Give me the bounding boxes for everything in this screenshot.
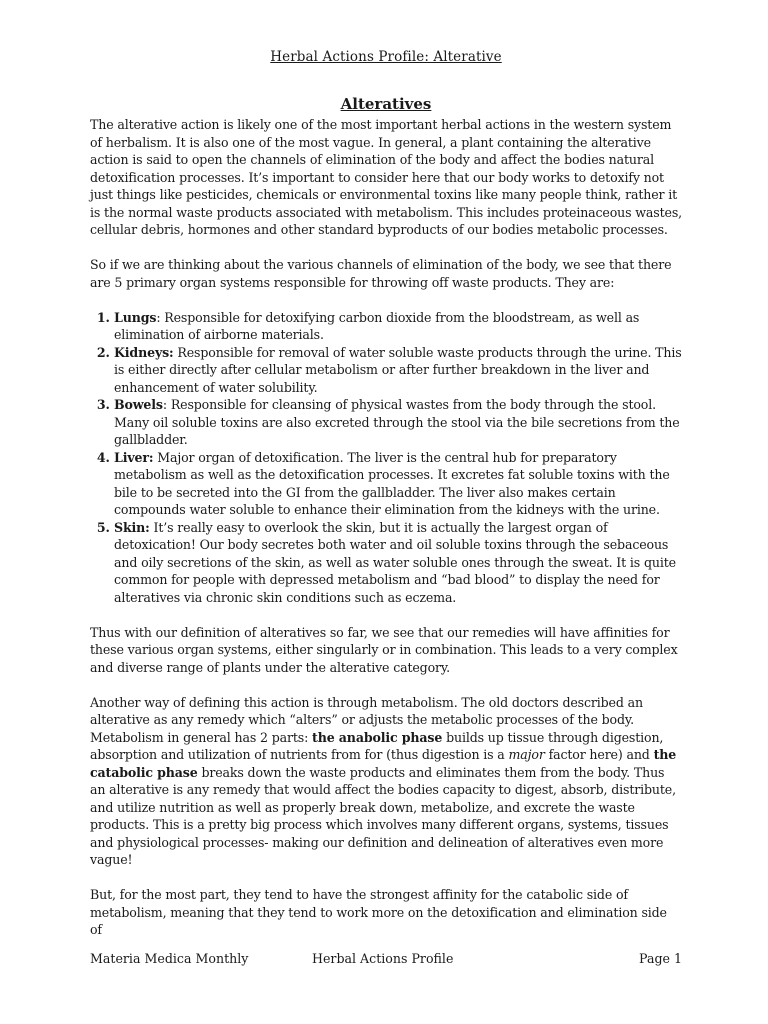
list-item-text: Responsible for removal of water soluble waste products through the urine. This is either directly after cellular metabolism or after further breakdown in the liver and enhancement of water solubility. bbox=[114, 344, 682, 395]
list-item-term: Skin: bbox=[114, 519, 150, 535]
footer-section: Herbal Actions Profile bbox=[312, 951, 454, 966]
text-run: builds up tissue through digestion, absorption and utilization of nutrients from for (thus digestion is a bbox=[90, 729, 664, 762]
text-run: Another way of defining this action is through metabolism. The old doctors described an alterative as any remedy which “alters” or adjusts the metabolic processes of the body. Metabolism in general has 2 parts: bbox=[90, 694, 643, 745]
paragraph-affinities: Thus with our definition of alteratives so far, we see that our remedies will have affinities for these various organ systems, either singularly or in combination. This leads to a very complex and diverse range of plants under the alterative category. bbox=[90, 624, 678, 675]
list-item-text: : Responsible for detoxifying carbon dioxide from the bloodstream, as well as elimination of airborne materials. bbox=[114, 309, 640, 342]
list-item bbox=[114, 309, 682, 344]
list-item bbox=[114, 449, 682, 519]
list-item-term: Kidneys: bbox=[114, 344, 174, 360]
emphasis-major: major bbox=[508, 747, 545, 762]
list-item-term: Lungs bbox=[114, 309, 157, 325]
organ-list bbox=[90, 309, 682, 607]
list-item-text: It’s really easy to overlook the skin, but it is actually the largest organ of detoxication! Our body secretes both water and oil soluble toxins through the sebaceous and oily secretions of the skin, as well as water soluble ones through the sweat. It is quite common for people with depressed metabolism and “bad blood” to display the need for alteratives via chronic skin conditions such as eczema. bbox=[114, 519, 676, 605]
text-run: factor here) and bbox=[544, 747, 654, 762]
footer-publication: Materia Medica Monthly bbox=[90, 951, 249, 966]
footer-page-number: Page 1 bbox=[639, 951, 682, 966]
document-page bbox=[90, 0, 682, 1024]
list-item-text: : Responsible for cleansing of physical wastes from the body through the stool. Many oil soluble toxins are also excreted through the stool via the bile secretions from the gallbladder. bbox=[114, 397, 680, 447]
document-body bbox=[90, 116, 682, 956]
list-item bbox=[114, 519, 682, 607]
text-run: breaks down the waste products and eliminates them from the body. Thus an alterative is any remedy that would affect the bodies capacity to digest, absorb, distribute, and utilize nutrition as well as properly break down, metabolize, and excrete the waste products. This is a pretty big process which involves many different organs, systems, tissues and physiological processes- making our definition and delineation of alteratives even more vague! bbox=[90, 764, 676, 867]
term-catabolic-phase: the catabolic phase bbox=[90, 747, 677, 780]
paragraph-catabolic: But, for the most part, they tend to have the strongest affinity for the catabolic side of metabolism, meaning that they tend to work more on the detoxification and elimination side of bbox=[90, 887, 667, 937]
list-item-term: Liver: bbox=[114, 449, 154, 465]
list-item bbox=[114, 344, 682, 397]
paragraph-intro: The alterative action is likely one of the most important herbal actions in the western system of herbalism. It is also one of the most vague. In general, a plant containing the alterative action is said to open the channels of elimination of the body and affect the bodies natural detoxification processes. It’s important to consider here that our body works to detoxify not just things like pesticides, chemicals or environmental toxins like many people think, rather it is the normal waste products associated with metabolism. This includes proteinaceous wastes, cellular debris, hormones and other standard byproducts of our bodies metabolic processes. bbox=[90, 117, 682, 237]
page-footer bbox=[90, 951, 682, 969]
list-item-text: Major organ of detoxification. The liver is the central hub for preparatory metabolism as well as the detoxification processes. It excretes fat soluble toxins with the bile to be secreted into the GI from the gallbladder. The liver also makes certain compounds water soluble to enhance their elimination from the kidneys with the urine. bbox=[114, 449, 670, 517]
paragraph-metabolism bbox=[90, 694, 682, 869]
list-item-term: Bowels bbox=[114, 397, 163, 412]
term-anabolic-phase: the anabolic phase bbox=[312, 729, 443, 745]
list-item bbox=[114, 396, 682, 449]
section-heading: Alteratives bbox=[340, 95, 432, 113]
document-title: Herbal Actions Profile: Alterative bbox=[270, 49, 502, 65]
paragraph-channels: So if we are thinking about the various channels of elimination of the body, we see that there are 5 primary organ systems responsible for throwing off waste products. They are: bbox=[90, 257, 672, 290]
